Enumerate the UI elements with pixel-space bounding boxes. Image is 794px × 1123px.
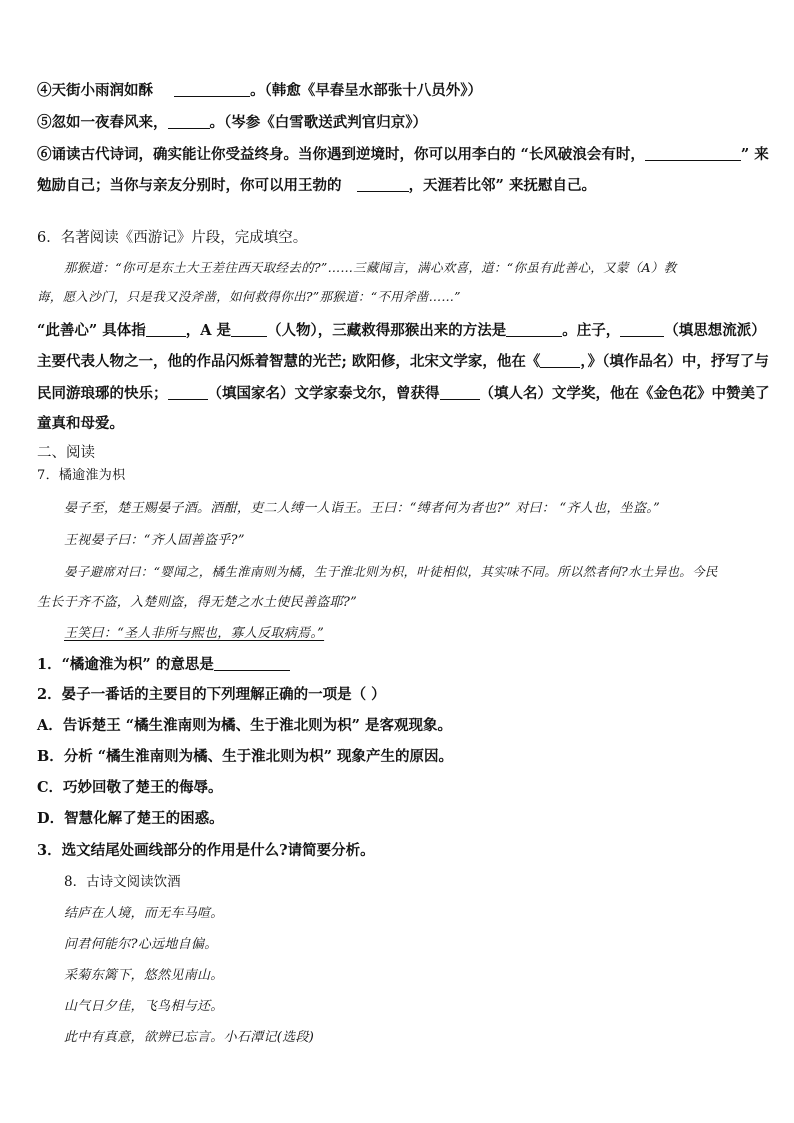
question-6-paragraph-line-3 [37,386,770,402]
poetry-line-5-text: ⑤忽如一夜春风来， [37,114,168,131]
q6-text: 。庄子， [562,322,621,339]
poetry-line-5 [37,115,427,131]
q6-text: 民同游琅琊的快乐； [37,385,168,402]
question-8-title: 8．古诗文阅读饮酒 [64,874,181,890]
option-b[interactable]: B．分析 “橘生淮南则为橘、生于淮北则为枳” 现象产生的原因。 [37,748,454,765]
question-6-paragraph-line-2 [37,354,769,370]
question-7-sub-1 [37,657,290,673]
q7-sub-1-text: 1．“橘逾淮为枳” 的意思是 [37,656,214,673]
poetry-line-7 [37,178,596,194]
poetry-line-4-text: ④天街小雨润如酥 [37,82,153,99]
poetry-line-5-source: 。（岑参《白雪歌送武判官归京》） [209,114,427,131]
question-6-paragraph-line-4: 童真和母爱。 [37,415,124,432]
question-6-title: 6．名著阅读《西游记》片段，完成填空。 [37,230,308,246]
answer-blank[interactable] [357,178,409,192]
answer-blank[interactable] [214,657,290,671]
question-6-excerpt-line-2: 诲，愿入沙门，只是我又没斧凿，如何救得你出?”那猴道：“不用斧凿……” [37,289,461,304]
q6-text: （填思想流派） [664,322,766,339]
question-6-excerpt-line-1: 那猴道：“你可是东土大王差往西天取经去的?”……三藏闻言，满心欢喜，道：“你虽有此善心，又蒙（A）教 [64,260,677,275]
passage-line-4: 生长于齐不盗，入楚则盗，得无楚之水土使民善盗耶?” [37,595,358,610]
passage-line-3: 晏子避席对曰：“婴闻之，橘生淮南则为橘，生于淮北则为枳，叶徒相似，其实味不同。所以然者何?水土异也。今民 [64,564,718,579]
passage-line-2: 王视晏子曰：“齐人固善盗乎?” [64,533,245,548]
poetry-line-6-text: ⑥诵读古代诗词，确实能让你受益终身。当你遇到逆境时，你可以用李白的 “长风破浪会有时， [37,146,645,163]
passage-underlined-ending: 王笑曰：“圣人非所与熙也，寡人反取病焉。” [64,626,325,641]
poetry-line-6-tail: ” 来 [740,146,769,163]
poetry-line-7-tail: ，天涯若比邻” 来抚慰自己。 [408,177,596,194]
answer-blank[interactable] [506,323,562,337]
q6-text: ，A 是 [185,322,232,339]
q6-text: ，》（填作品名）中，抒写了与 [580,353,769,370]
answer-blank[interactable] [620,323,664,337]
poetry-line-4 [37,83,482,99]
poetry-line-6 [37,147,769,163]
question-7-sub-2: 2．晏子一番话的主要目的下列理解正确的一项是（ ） [37,686,386,703]
answer-blank[interactable] [168,386,208,400]
q6-text: （人物），三藏救得那猴出来的方法是 [267,322,507,339]
answer-blank[interactable] [645,147,741,161]
option-a[interactable]: A．告诉楚王 “橘生淮南则为橘、生于淮北则为枳” 是客观现象。 [37,717,453,734]
q6-text: 主要代表人物之一，他的作品闪烁着智慧的光芒; 欧阳修，北宋文学家，他在《 [37,353,541,370]
poetry-line-7-text: 勉励自己；当你与亲友分别时，你可以用王勃的 [37,177,342,194]
passage-line-1: 晏子至，楚王赐晏子酒。酒酣，吏二人缚一人诣王。王曰：“缚者何为者也?” 对曰： “齐人也，坐盗。” [64,501,661,516]
question-6-paragraph-line-1 [37,323,766,339]
answer-blank[interactable] [168,115,210,129]
answer-blank[interactable] [540,354,580,368]
answer-blank[interactable] [231,323,267,337]
q6-text: （填人名）文学奖，他在《金色花》中赞美了 [479,385,770,402]
q6-text: （填国家名）文学家泰戈尔，曾获得 [207,385,440,402]
poetry-line-4-source: 。（韩愈《早春呈水部张十八员外》） [250,82,483,99]
question-7-title: 7．橘逾淮为枳 [37,468,126,483]
answer-blank[interactable] [440,386,480,400]
option-d[interactable]: D．智慧化解了楚王的困惑。 [37,810,224,827]
poem-line-3: 采菊东篱下，悠然见南山。 [64,968,224,983]
answer-blank[interactable] [174,83,250,97]
q6-text: “此善心” 具体指 [37,322,146,339]
answer-blank[interactable] [146,323,186,337]
section-heading: 二、阅读 [37,445,95,461]
question-7-sub-3: 3．选文结尾处画线部分的作用是什么?请简要分析。 [37,842,375,859]
poem-line-5: 此中有真意，欲辨已忘言。小石潭记(选段) [64,1030,315,1045]
option-c[interactable]: C．巧妙回敬了楚王的侮辱。 [37,779,223,796]
poem-line-2: 问君何能尔?心远地自偏。 [64,937,218,952]
poem-line-1: 结庐在人境，而无车马喧。 [64,906,224,921]
poem-line-4: 山气日夕佳，飞鸟相与还。 [64,999,224,1014]
